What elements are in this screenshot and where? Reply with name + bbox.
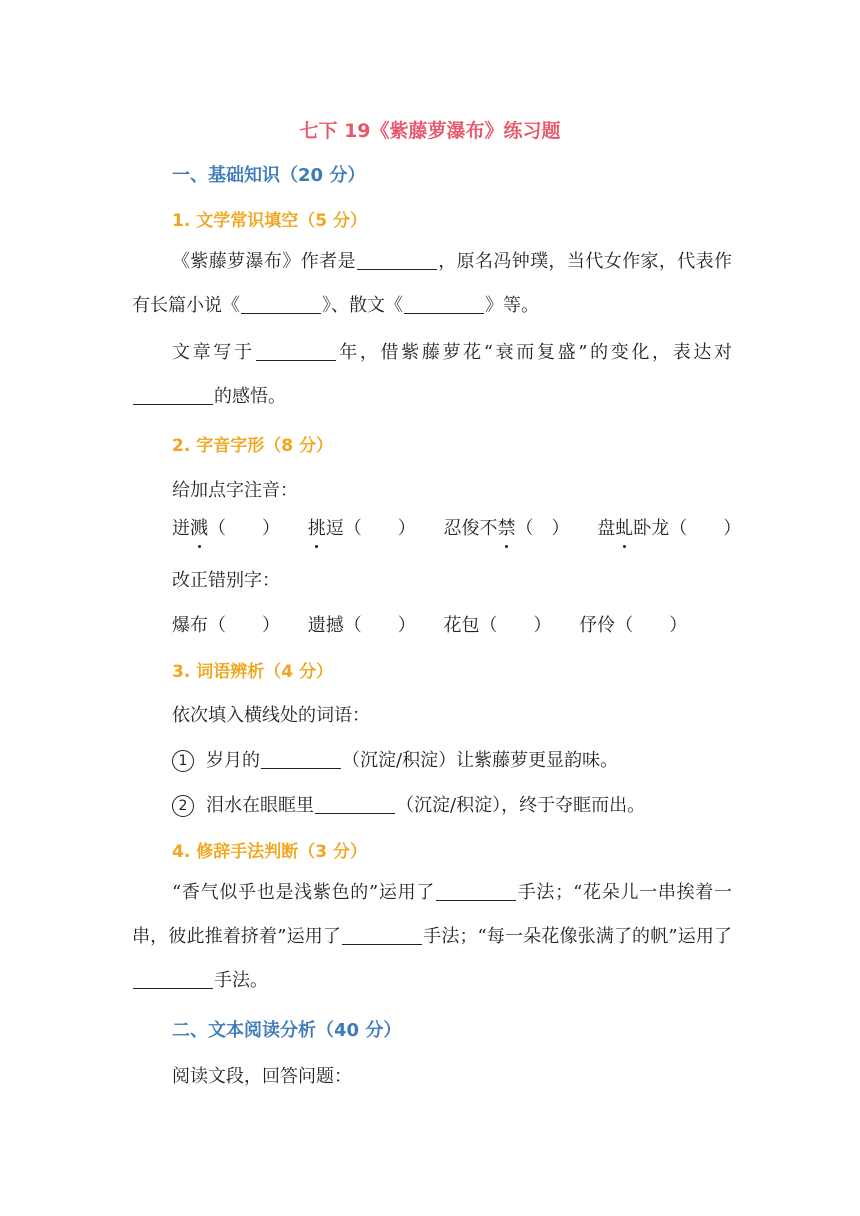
q1-p1-text-b: ，原名冯钟璞，当代女作家，代表作有长篇小说《 [132,251,733,316]
blank [342,926,422,945]
pinyin-prompt: 给加点字注音： [172,480,298,501]
correct-item: 花包（ ） [443,615,552,636]
pinyin-item: 盘虬卧龙（ ） [597,518,742,539]
q1-heading: 1. 文学常识填空（5 分） [172,211,367,231]
q1-p1-text-a: 《紫藤萝瀑布》作者是 [172,251,356,272]
q1-p2-text-b: 年，借紫藤萝花“衰而复盛”的变化，表达对 [336,342,733,363]
q4-heading: 4. 修辞手法判断（3 分） [172,842,367,862]
pinyin-item: 迸溅（ ） [172,518,280,539]
q4-paragraph: “香气似乎也是浅紫色的”运用了 手法；“花朵儿一串挨着一串，彼此推着挤着”运用了 手法；“每一朵花像张满了的帆”运用了手法。 [132,882,733,991]
correct-item: 爆布（ ） [172,615,280,636]
page-title: 七下 19《紫藤萝瀑布》练习题 [299,120,561,142]
section-basic-knowledge-heading: 一、基础知识（20 分） [172,165,366,186]
circled-number: 2 [172,795,194,817]
section-reading-heading: 二、文本阅读分析（40 分） [172,1020,402,1041]
q1-p2-text-c: 的感悟。 [214,386,286,407]
reading-prompt: 阅读文段，回答问题： [172,1066,352,1087]
correct-item: 伃伶（ ） [579,615,688,636]
circled-number: 1 [172,750,194,772]
correct-items-row [172,611,709,637]
pinyin-items-row [172,514,763,540]
pinyin-item: 挑逗（ ） [307,518,416,539]
q1-p2-text-a: 文章写于 [172,342,255,363]
blank [133,970,213,989]
q1-p1-text-d: 》等。 [485,295,539,316]
blank [133,386,213,405]
pinyin-item: 忍俊不禁（ ） [443,518,570,539]
q1-paragraph-2 [132,331,732,419]
blank [261,750,341,769]
q1-paragraph-1 [132,240,732,328]
blank [241,295,321,314]
blank [404,295,484,314]
blank [256,342,336,361]
blank [436,882,516,901]
q3-item-2: 2 泪水在眼眶里 （沉淀/积淀），终于夺眶而出。 [172,791,645,817]
correct-item: 遗撼（ ） [307,615,416,636]
correct-prompt: 改正错别字： [172,570,280,591]
q2-heading: 2. 字音字形（8 分） [172,436,333,456]
blank [315,795,395,814]
q3-prompt: 依次填入横线处的词语： [172,705,370,726]
q3-item-1: 1 岁月的 （沉淀/积淀）让紫藤萝更显韵味。 [172,746,618,772]
blank [357,251,437,270]
q1-p1-text-c: 》、散文《 [322,295,403,316]
q3-heading: 3. 词语辨析（4 分） [172,662,333,682]
